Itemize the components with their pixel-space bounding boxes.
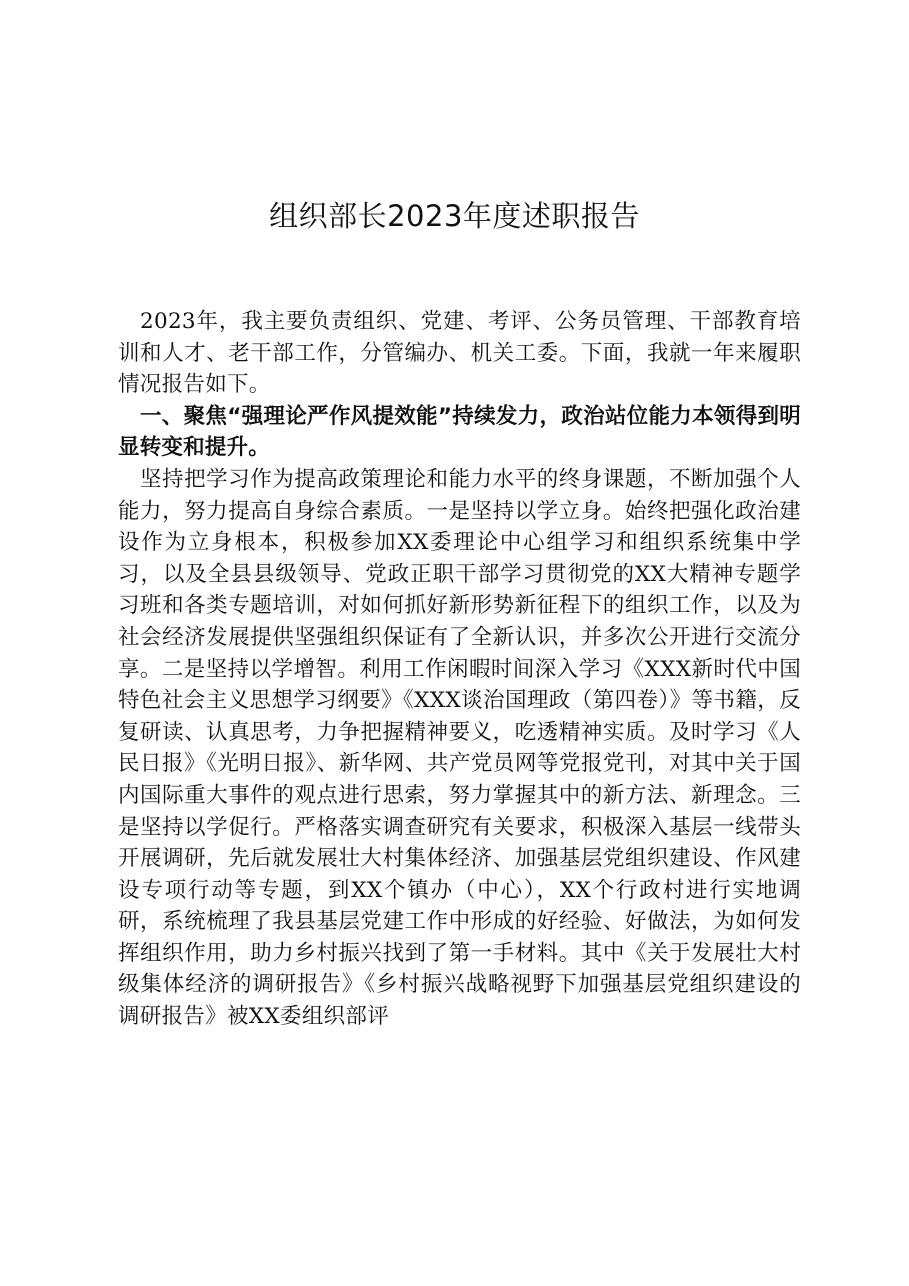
section-body-paragraph: 坚持把学习作为提高政策理论和能力水平的终身课题，不断加强个人能力，努力提高自身综合素质。一是坚持以学立身。始终把强化政治建设作为立身根本，积极参加XX委理论中心组学习和组织系统集中学习，以及全县县级领导、党政正职干部学习贯彻党的XX大精神专题学习班和各类专题培训，对如何抓好新形势新征程下的组织工作，以及为社会经济发展提供坚强组织保证有了全新认识，并多次公开进行交流分享。二是坚持以学增智。利用工作闲暇时间深入学习《XXX新时代中国特色社会主义思想学习纲要》《XXX谈治国理政（第四卷）》等书籍，反复研读、认真思考，力争把握精神要义，吃透精神实质。及时学习《人民日报》《光明日报》、新华网、共产党员网等党报党刊，对其中关于国内国际重大事件的观点进行思索，努力掌握其中的新方法、新理念。三是坚持以学促行。严格落实调查研究有关要求，积极深入基层一线带头开展调研，先后就发展壮大村集体经济、加强基层党组织建设、作风建设专项行动等专题，到XX个镇办（中心），XX个行政村进行实地调研，系统梳理了我县基层党建工作中形成的好经验、好做法，为如何发挥组织作用，助力乡村振兴找到了第一手材料。其中《关于发展壮大村级集体经济的调研报告》《乡村振兴战略视野下加强基层党组织建设的调研报告》被XX委组织部评: [118, 466, 801, 1030]
document-body: [118, 306, 801, 1033]
document-title: 组织部长2023年度述职报告: [269, 199, 640, 233]
section-heading: 一、聚焦“强理论严作风提效能”持续发力，政治站位能力本领得到明显转变和提升。: [118, 403, 801, 461]
intro-paragraph: 2023年，我主要负责组织、党建、考评、公务员管理、干部教育培训和人才、老干部工作，分管编办、机关工委。下面，我就一年来履职情况报告如下。: [118, 309, 801, 398]
